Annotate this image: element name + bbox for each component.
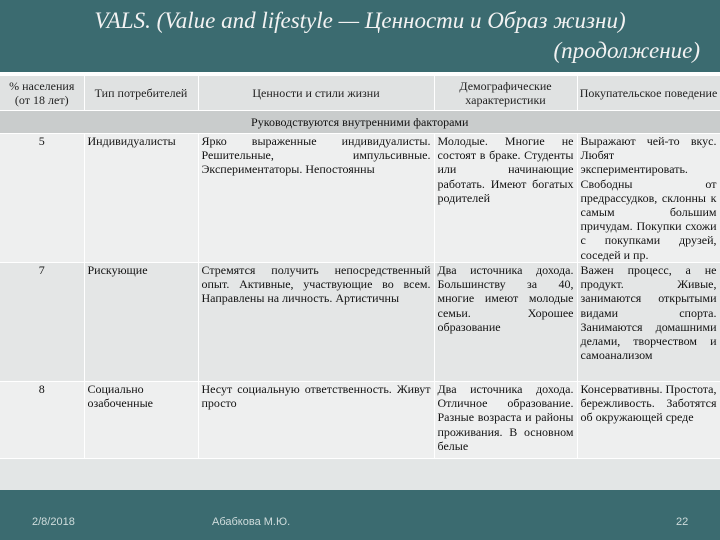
table-row <box>0 263 720 382</box>
table-row <box>0 134 720 263</box>
header-row <box>0 76 720 111</box>
cell-demo: Молодые. Многие не состоят в браке. Студенты или начинающие работать. Имеют богатых родителей <box>434 134 577 263</box>
title-line-1: VALS. (Value and lifestyle — Ценности и Образ жизни) <box>94 8 626 33</box>
group-row <box>0 111 720 134</box>
cell-behavior: Важен процесс, а не продукт. Живые, занимаются открытыми видами спорта. Занимаются домашними делами, творчеством и самоанализом <box>577 263 720 382</box>
cell-behavior: Выражают чей-то вкус. Любят экспериментировать. Свободны от предрассудков, склонны к самым большим причудам. Покупки схожи с покупками друзей, соседей и пр. <box>577 134 720 263</box>
cell-pct: 8 <box>0 382 84 459</box>
footer-bar <box>0 490 720 540</box>
cell-type: Рискующие <box>84 263 198 382</box>
cell-values: Несут социальную ответственность. Живут просто <box>198 382 434 459</box>
footer-date: 2/8/2018 <box>32 516 75 528</box>
footer-author: Абабкова М.Ю. <box>212 516 291 528</box>
footer-page-number: 22 <box>676 516 689 528</box>
vals-table <box>0 76 720 459</box>
header-values: Ценности и стили жизни <box>198 76 434 111</box>
cell-demo: Два источника дохода. Большинству за 40, многие имеют молодые семьи. Хорошее образование <box>434 263 577 382</box>
cell-values: Ярко выраженные индивидуалисты. Решительные, импульсивные. Экспериментаторы. Непостоянны <box>198 134 434 263</box>
cell-type: Социально озабоченные <box>84 382 198 459</box>
header-type: Тип потребителей <box>84 76 198 111</box>
cell-values: Стремятся получить непосредственный опыт. Активные, участвующие во всем. Направлены на личность. Артистичны <box>198 263 434 382</box>
table-row <box>0 382 720 459</box>
cell-behavior: Консервативны. Простота, бережливость. Заботятся об окружающей среде <box>577 382 720 459</box>
header-demo: Демографические характеристики <box>434 76 577 111</box>
header-pct: % населения (от 18 лет) <box>0 76 84 111</box>
header-behavior: Покупательское поведение <box>577 76 720 111</box>
cell-pct: 5 <box>0 134 84 263</box>
cell-type: Индивидуалисты <box>84 134 198 263</box>
group-label: Руководствуются внутренними факторами <box>0 111 720 134</box>
cell-demo: Два источника дохода. Отличное образование. Разные возраста и районы проживания. В основном белые <box>434 382 577 459</box>
title-line-2: (продолжение) <box>553 38 700 63</box>
slide-title <box>20 6 700 66</box>
cell-pct: 7 <box>0 263 84 382</box>
